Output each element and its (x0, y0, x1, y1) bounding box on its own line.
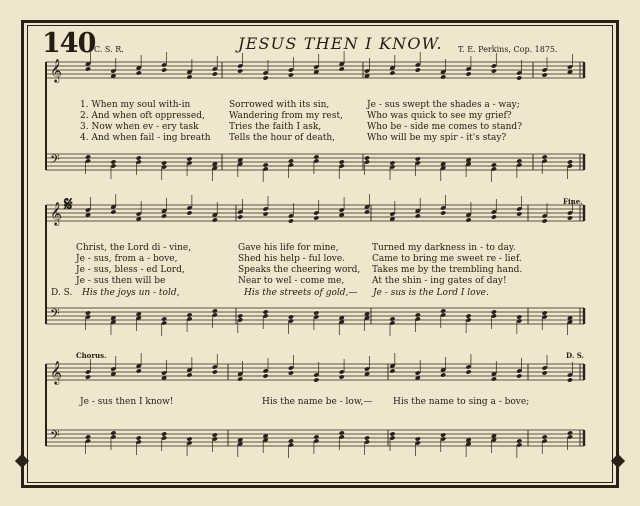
verse-4-part-1: 4. And when fail - ing breath (80, 133, 211, 143)
note-head (288, 158, 294, 163)
note-head (542, 434, 548, 439)
note-head (364, 155, 370, 160)
note-head (313, 215, 319, 220)
note-head (415, 67, 421, 72)
verse-1-part-2: Sorrowed with its sin, (229, 100, 330, 110)
note-head (237, 313, 243, 318)
verse-3-part-1: 3. Now when ev - ery task (80, 122, 199, 132)
note-head (339, 66, 345, 71)
note-head (110, 159, 116, 164)
ds-marking: D. S. (566, 351, 584, 360)
note-head (491, 162, 497, 167)
note-head (516, 158, 522, 163)
note-head (186, 156, 192, 161)
treble-clef: 𝄞 (50, 360, 62, 384)
note-head (542, 218, 548, 223)
note-head (465, 313, 471, 318)
hymn-meter: C. S. R. (94, 45, 124, 54)
note-head (415, 213, 421, 218)
refrain-1-part-2: Gave his life for mine, (238, 243, 339, 253)
refrain-1-part-1: Christ, the Lord di - vine, (76, 243, 192, 253)
verse-1-part-1: 1. When my soul with-in (80, 100, 191, 110)
verse-4-part-2: Tells the hour of death, (229, 133, 335, 143)
note-head (288, 72, 294, 77)
chorus-lyric-part-3: His the name to sing a - bove; (393, 397, 530, 407)
verse-1-part-3: Je - sus swept the shades a - way; (367, 100, 520, 110)
note-head (364, 435, 370, 440)
note-head (516, 438, 522, 443)
note-head (440, 432, 446, 437)
note-head (161, 431, 167, 436)
ds-lyric-part-2: His the streets of gold,— (244, 288, 358, 298)
refrain-4-part-3: At the shin - ing gates of day! (372, 276, 507, 286)
note-head (85, 310, 91, 315)
note-head (440, 308, 446, 313)
note-head (415, 156, 421, 161)
note-head (212, 308, 218, 313)
note-head (516, 314, 522, 319)
fine-marking: Fine. (563, 197, 583, 206)
note-head (567, 377, 573, 382)
refrain-3-part-1: Je - sus, bless - ed Lord, (76, 265, 185, 275)
note-head (212, 217, 218, 222)
note-head (237, 68, 243, 73)
refrain-4-part-2: Near to wel - come me, (238, 276, 345, 286)
verse-4-part-3: Who will be my spir - it's stay? (367, 133, 507, 143)
note-head (313, 377, 319, 382)
verse-lyrics-col3 (367, 100, 567, 144)
note-head (313, 310, 319, 315)
note-head (110, 430, 116, 435)
note-head (339, 159, 345, 164)
refrain-2-part-2: Shed his help - ful love. (238, 254, 346, 264)
refrain-2-part-1: Je - sus, from a - bove, (76, 254, 178, 264)
refrain-lyrics-col1 (76, 243, 236, 287)
note-head (212, 71, 218, 76)
verse-3-part-3: Who be - side me comes to stand? (367, 122, 523, 132)
note-head (567, 159, 573, 164)
note-head (389, 368, 395, 373)
note-head (288, 438, 294, 443)
bass-clef: 𝄢 (50, 428, 60, 446)
chorus-lyric-part-1: Je - sus then I know! (80, 397, 174, 407)
refrain-lyrics-col2 (238, 243, 372, 287)
note-head (262, 373, 268, 378)
bass-clef: 𝄢 (50, 306, 60, 324)
note-head (237, 214, 243, 219)
note-head (161, 160, 167, 165)
note-head (186, 436, 192, 441)
verse-2-part-3: Who was quick to see my grief? (367, 111, 512, 121)
note-head (491, 214, 497, 219)
note-head (389, 316, 395, 321)
verse-lyrics-col1 (80, 100, 228, 144)
note-head (542, 310, 548, 315)
note-head (542, 72, 548, 77)
chorus-marking: Chorus. (76, 351, 107, 360)
note-head (85, 374, 91, 379)
note-head (186, 372, 192, 377)
refrain-lyrics-col3 (372, 243, 570, 287)
chorus-lyric-part-2: His the name be - low,— (262, 397, 373, 407)
note-head (567, 430, 573, 435)
note-head (85, 154, 91, 159)
refrain-3-part-2: Speaks the cheering word, (238, 265, 361, 275)
note-head (136, 435, 142, 440)
note-head (542, 370, 548, 375)
note-head (262, 75, 268, 80)
ds-lyric-part-1: His the joys un - told, (82, 288, 180, 298)
refrain-2-part-3: Came to bring me sweet re - lief. (372, 254, 522, 264)
note-head (491, 376, 497, 381)
note-head (542, 154, 548, 159)
treble-clef: 𝄞 (50, 201, 62, 225)
note-head (288, 314, 294, 319)
note-head (212, 432, 218, 437)
note-head (313, 434, 319, 439)
note-head (110, 209, 116, 214)
note-head (85, 66, 91, 71)
note-head (440, 74, 446, 79)
note-head (136, 155, 142, 160)
note-head (389, 70, 395, 75)
segno-sign: 𝄋 (64, 192, 73, 216)
note-head (136, 70, 142, 75)
note-head (313, 154, 319, 159)
note-head (389, 431, 395, 436)
refrain-4-part-1: Je - sus then will be (76, 276, 166, 286)
note-head (237, 376, 243, 381)
note-head (262, 162, 268, 167)
note-head (186, 312, 192, 317)
ds-line-label: D. S. (51, 288, 73, 298)
note-head (262, 211, 268, 216)
note-head (339, 430, 345, 435)
note-head (415, 312, 421, 317)
note-head (161, 316, 167, 321)
hymn-title: JESUS THEN I KNOW. (238, 34, 443, 53)
note-head (516, 211, 522, 216)
note-head (186, 210, 192, 215)
verse-3-part-2: Tries the faith I ask, (229, 122, 322, 132)
note-head (136, 368, 142, 373)
note-head (212, 369, 218, 374)
note-head (491, 68, 497, 73)
note-head (339, 374, 345, 379)
note-head (186, 74, 192, 79)
verse-lyrics-col2 (229, 100, 367, 144)
note-head (288, 370, 294, 375)
refrain-3-part-3: Takes me by the trembling hand. (372, 265, 523, 275)
composer-credit: T. E. Perkins, Cop. 1875. (458, 45, 558, 54)
note-head (364, 209, 370, 214)
note-head (491, 309, 497, 314)
verse-2-part-1: 2. And when oft oppressed, (80, 111, 205, 121)
page-number: 140 (42, 28, 96, 59)
note-head (288, 218, 294, 223)
verse-2-part-2: Wandering from my rest, (229, 111, 343, 121)
note-head (465, 71, 471, 76)
note-head (85, 434, 91, 439)
note-head (440, 372, 446, 377)
ds-lyric-part-3: Je - sus is the Lord I love. (373, 288, 489, 298)
note-head (262, 309, 268, 314)
note-head (161, 67, 167, 72)
treble-clef: 𝄞 (50, 58, 62, 82)
note-head (465, 217, 471, 222)
note-head (516, 75, 522, 80)
bass-clef: 𝄢 (50, 152, 60, 170)
refrain-1-part-3: Turned my darkness in - to day. (372, 243, 516, 253)
note-head (567, 215, 573, 220)
note-head (389, 160, 395, 165)
note-head (465, 369, 471, 374)
note-head (415, 436, 421, 441)
note-head (440, 210, 446, 215)
note-head (161, 213, 167, 218)
note-head (516, 373, 522, 378)
